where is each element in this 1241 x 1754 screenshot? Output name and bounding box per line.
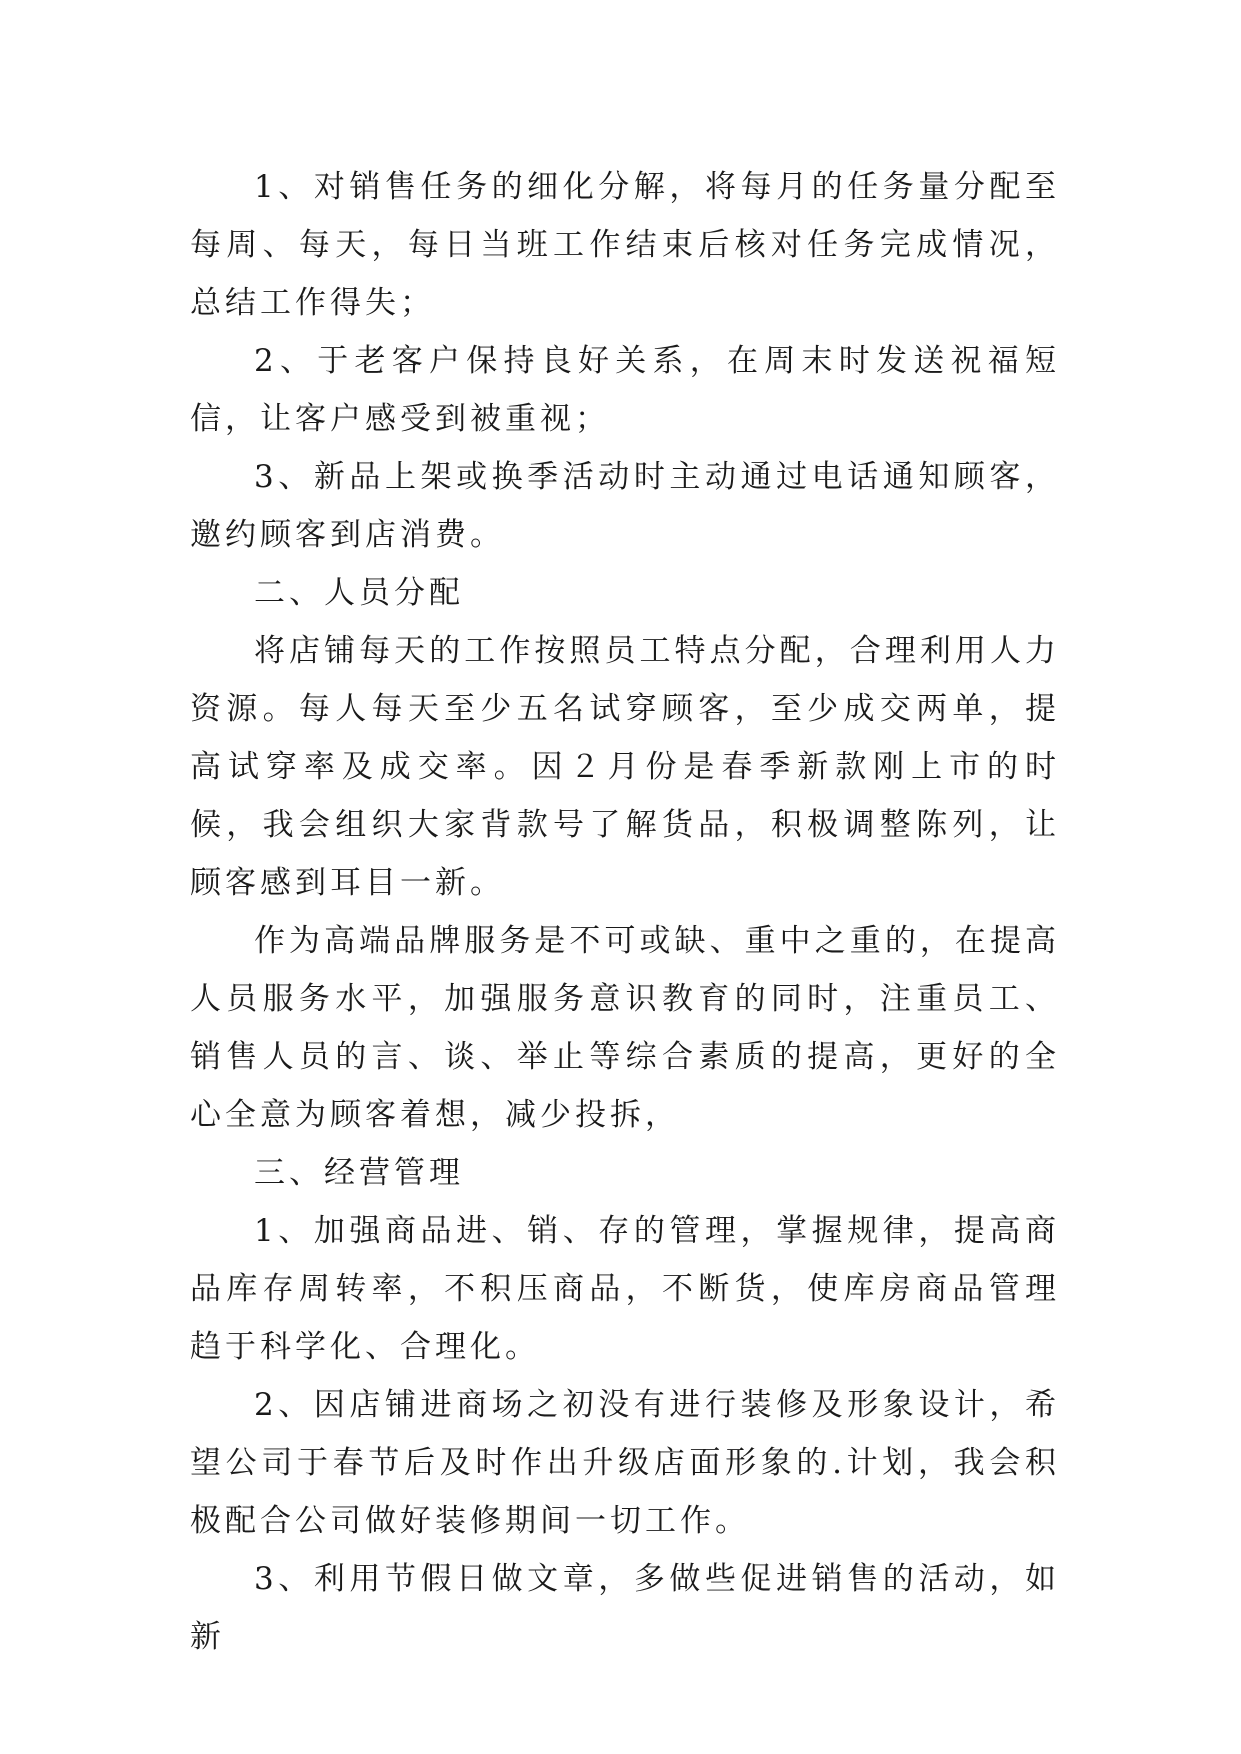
paragraph-service-quality: 作为高端品牌服务是不可或缺、重中之重的，在提高人员服务水平，加强服务意识教育的同时，注重员工、销售人员的言、谈、举止等综合素质的提高，更好的全心全意为顾客着想，减少投拆， (190, 923, 1060, 1133)
document-body (190, 158, 1060, 1666)
section-heading-operations: 三、经营管理 (254, 1155, 464, 1191)
paragraph-sales-task-breakdown: 1、对销售任务的细化分解，将每月的任务量分配至每周、每天，每日当班工作结束后核对任务完成情况，总结工作得失； (190, 169, 1060, 321)
paragraph-staff-allocation: 将店铺每天的工作按照员工特点分配，合理利用人力资源。每人每天至少五名试穿顾客，至少成交两单，提高试穿率及成交率。因２月份是春季新款刚上市的时候，我会组织大家背款号了解货品，积极调整陈列，让顾客感到耳目一新。 (190, 633, 1060, 901)
paragraph-new-product-notification: 3、新品上架或换季活动时主动通过电话通知顾客，邀约顾客到店消费。 (190, 459, 1060, 553)
paragraph-old-customer-relations: 2、于老客户保持良好关系，在周末时发送祝福短信，让客户感受到被重视； (190, 343, 1060, 437)
paragraph-holiday-promotions: 3、利用节假日做文章，多做些促进销售的活动，如新 (190, 1561, 1060, 1655)
paragraph-store-renovation: 2、因店铺进商场之初没有进行装修及形象设计，希望公司于春节后及时作出升级店面形象的.计划，我会积极配合公司做好装修期间一切工作。 (190, 1387, 1060, 1539)
paragraph-inventory-management: 1、加强商品进、销、存的管理，掌握规律，提高商品库存周转率，不积压商品，不断货，使库房商品管理趋于科学化、合理化。 (190, 1213, 1060, 1365)
section-heading-staffing: 二、人员分配 (254, 575, 464, 611)
